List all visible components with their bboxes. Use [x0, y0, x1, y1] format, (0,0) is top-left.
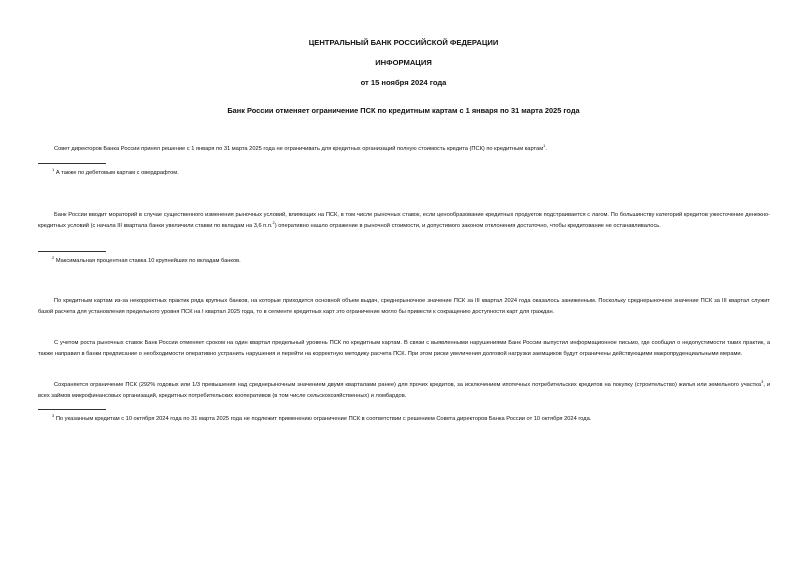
paragraph-1: Совет директоров Банка России принял решение с 1 января по 31 марта 2025 года не ограничивать для кредитных организаций полную стоимость кредита (ПСК) по кредитным картам$^1$.: [54, 143, 547, 152]
footnote-ref-2: 2: [272, 220, 275, 226]
doc-type: ИНФОРМАЦИЯ: [375, 58, 432, 67]
document-title: Банк России отменяет ограничение ПСК по кредитным картам с 1 января по 31 марта 2025 года: [227, 106, 580, 115]
paragraph-5: [38, 380, 770, 402]
doc-date: от 15 ноября 2024 года: [360, 78, 447, 87]
footnote-1-text: А также по дебетовым картам с овердрафтом.: [55, 170, 179, 176]
footnote-ref-1: 1: [543, 143, 546, 149]
footnote-1-ref: 1: [52, 167, 55, 173]
footnote-3-ref: 3: [52, 413, 55, 419]
footnote-2-ref: 2: [52, 255, 55, 261]
paragraph-2-text-a: Банк России вводит мораторий в случае существенного изменения рыночных условий, влияющих на ПСК, в том числе рыночных ставок, если ценообразование кредитных продуктов подстраивается с лагом. По большинству категорий кредитов ужесточение денежно-кредитных условий (с начала III квартала банки увеличили ставки по вкладам на 3,6 п.п.: [38, 212, 770, 229]
footnote-3-text: По указанным кредитам с 10 октября 2024 года по 31 марта 2025 года не подлежит применению ограничение ПСК в соответствии с решением Совета директоров Банка России от 10 октября 2024 года.: [55, 416, 592, 422]
paragraph-4: [38, 338, 770, 360]
paragraph-2: [38, 210, 770, 232]
footnote-1: [52, 169, 772, 177]
paragraph-5-text-a: Сохраняется ограничение ПСК (292% годовых или 1/3 превышения над среднерыночным значением двумя кварталами ранее) для прочих кредитов, за исключением ипотечных потребительских кредитов на покупку (строительство) жилья или земельного участка: [54, 382, 762, 388]
paragraph-4-text: С учетом роста рыночных ставок Банк России отменяет сроком на один квартал предельный уровень ПСК по кредитным картам. В связи с выявленными нарушениями Банк России выпустил информационное письмо, где сообщил о недопустимости таких практик, а также направил в банки предписание о необходимости оперативно устранить нарушения и перейти на корректную методику расчета ПСК. При этом риски увеличения долговой нагрузки заемщиков будут ограничены действующими макропруденциальными мерами.: [38, 340, 770, 357]
paragraph-2-text-b: ) оперативно нашло отражение в рыночной стоимости, и допустимого законом отклонения достаточно, чтобы кредитование не останавливалось.: [274, 223, 661, 229]
paragraph-5-text-b: , и всех займов микрофинансовых организаций, кредитных потребительских кооперативов (в том числе сельскохозяйственных) и ломбардов.: [38, 382, 771, 399]
footnote-2-text: Максимальная процентная ставка 10 крупнейших по вкладам банков.: [55, 258, 241, 264]
org-name: ЦЕНТРАЛЬНЫЙ БАНК РОССИЙСКОЙ ФЕДЕРАЦИИ: [308, 38, 499, 47]
paragraph-3: [38, 296, 770, 318]
footnote-ref-3: 3: [761, 379, 764, 385]
paragraph-3-text: По кредитным картам из-за некорректных практик ряда крупных банков, на которые приходится основной объем выдач, среднерыночное значение ПСК за III квартал 2024 года оказалось заниженным. Поскольку среднерыночное значение ПСК за III квартал служит базой расчета для установления предельного уровня ПСК на I квартал 2025 года, то в сегменте кредитных карт это ограничение могло бы привести к сокращению доступности карт для граждан.: [38, 298, 770, 315]
footnote-3: [52, 415, 772, 423]
paragraph-1-text: Совет директоров Банка России принял решение с 1 января по 31 марта 2025 года не ограничивать для кредитных организаций полную стоимость кредита (ПСК) по кредитным картам: [54, 146, 544, 152]
footnote-divider-1: [38, 163, 106, 164]
footnote-divider-3: [38, 409, 106, 410]
footnote-2: [52, 257, 772, 265]
footnote-divider-2: [38, 251, 106, 252]
